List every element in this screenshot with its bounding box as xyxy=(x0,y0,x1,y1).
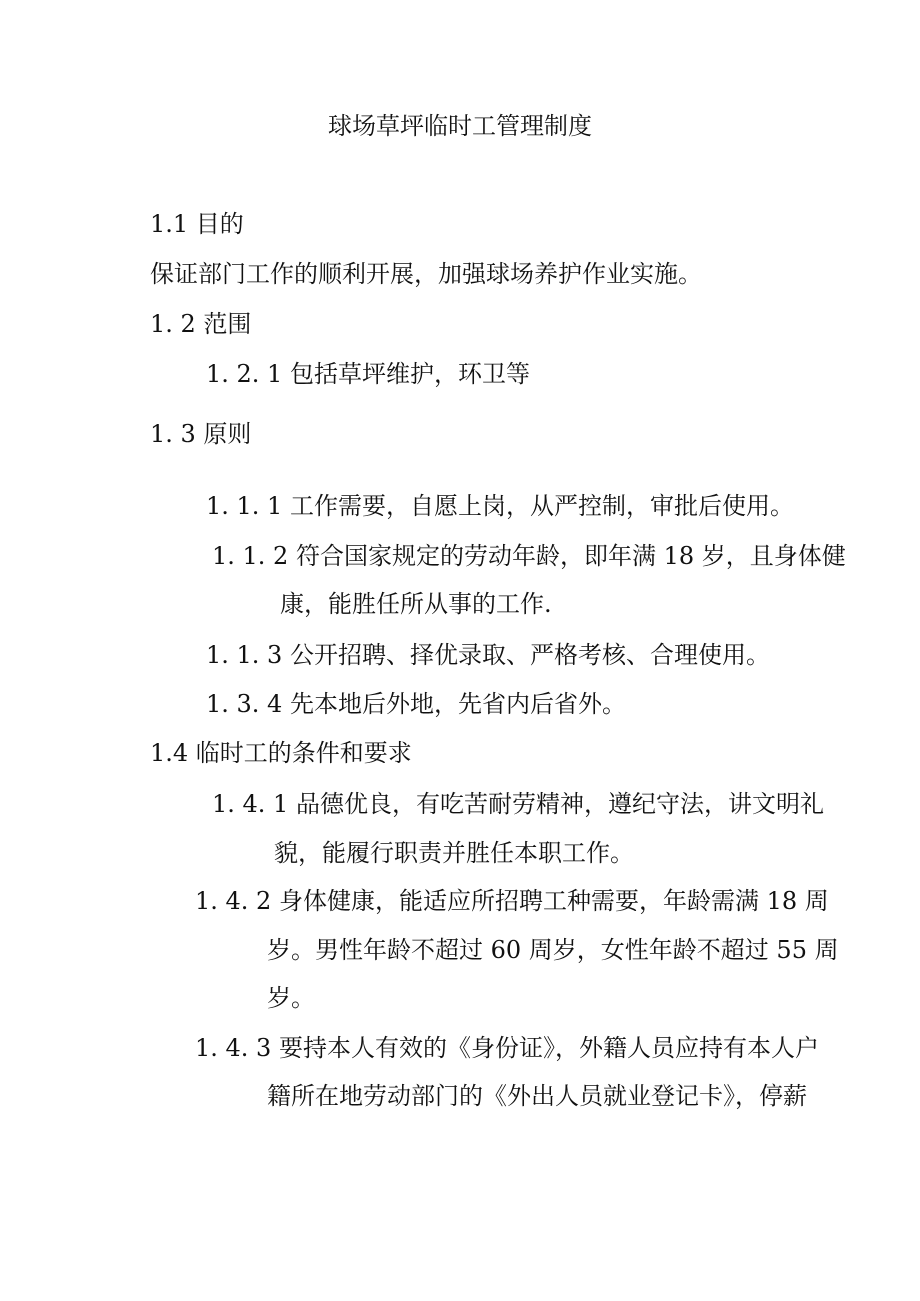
item-1-1-2-continuation: 康，能胜任所从事的工作. xyxy=(280,590,552,618)
item-1-1-1: 1. 1. 1 工作需要，自愿上岗，从严控制，审批后使用。 xyxy=(206,492,794,520)
item-1-3-4: 1. 3. 4 先本地后外地，先省内后省外。 xyxy=(206,690,626,718)
item-1-2-1: 1. 2. 1 包括草坪维护，环卫等 xyxy=(206,360,530,388)
section-1-1-heading: 1.1 目的 xyxy=(150,210,244,238)
item-1-1-2: 1. 1. 2 符合国家规定的劳动年龄，即年满 18 岁，且身体健 xyxy=(212,542,846,570)
item-1-4-3: 1. 4. 3 要持本人有效的《身份证》，外籍人员应持有本人户 xyxy=(195,1034,819,1062)
item-1-4-1: 1. 4. 1 品德优良，有吃苦耐劳精神，遵纪守法，讲文明礼 xyxy=(212,790,824,818)
item-1-4-2-continuation-2: 岁。 xyxy=(267,984,315,1012)
item-1-4-1-continuation: 貌，能履行职责并胜任本职工作。 xyxy=(274,839,634,867)
document-title: 球场草坪临时工管理制度 xyxy=(328,112,592,140)
paragraph-purpose: 保证部门工作的顺利开展，加强球场养护作业实施。 xyxy=(150,260,702,288)
item-1-4-3-continuation: 籍所在地劳动部门的《外出人员就业登记卡》，停薪 xyxy=(267,1082,807,1110)
item-1-1-3: 1. 1. 3 公开招聘、择优录取、严格考核、合理使用。 xyxy=(206,641,770,669)
section-1-2-heading: 1. 2 范围 xyxy=(150,310,252,338)
item-1-4-2: 1. 4. 2 身体健康，能适应所招聘工种需要，年龄需满 18 周 xyxy=(195,887,829,915)
section-1-3-heading: 1. 3 原则 xyxy=(150,420,252,448)
item-1-4-2-continuation: 岁。男性年龄不超过 60 周岁，女性年龄不超过 55 周 xyxy=(267,936,839,964)
section-1-4-heading: 1.4 临时工的条件和要求 xyxy=(150,739,412,767)
